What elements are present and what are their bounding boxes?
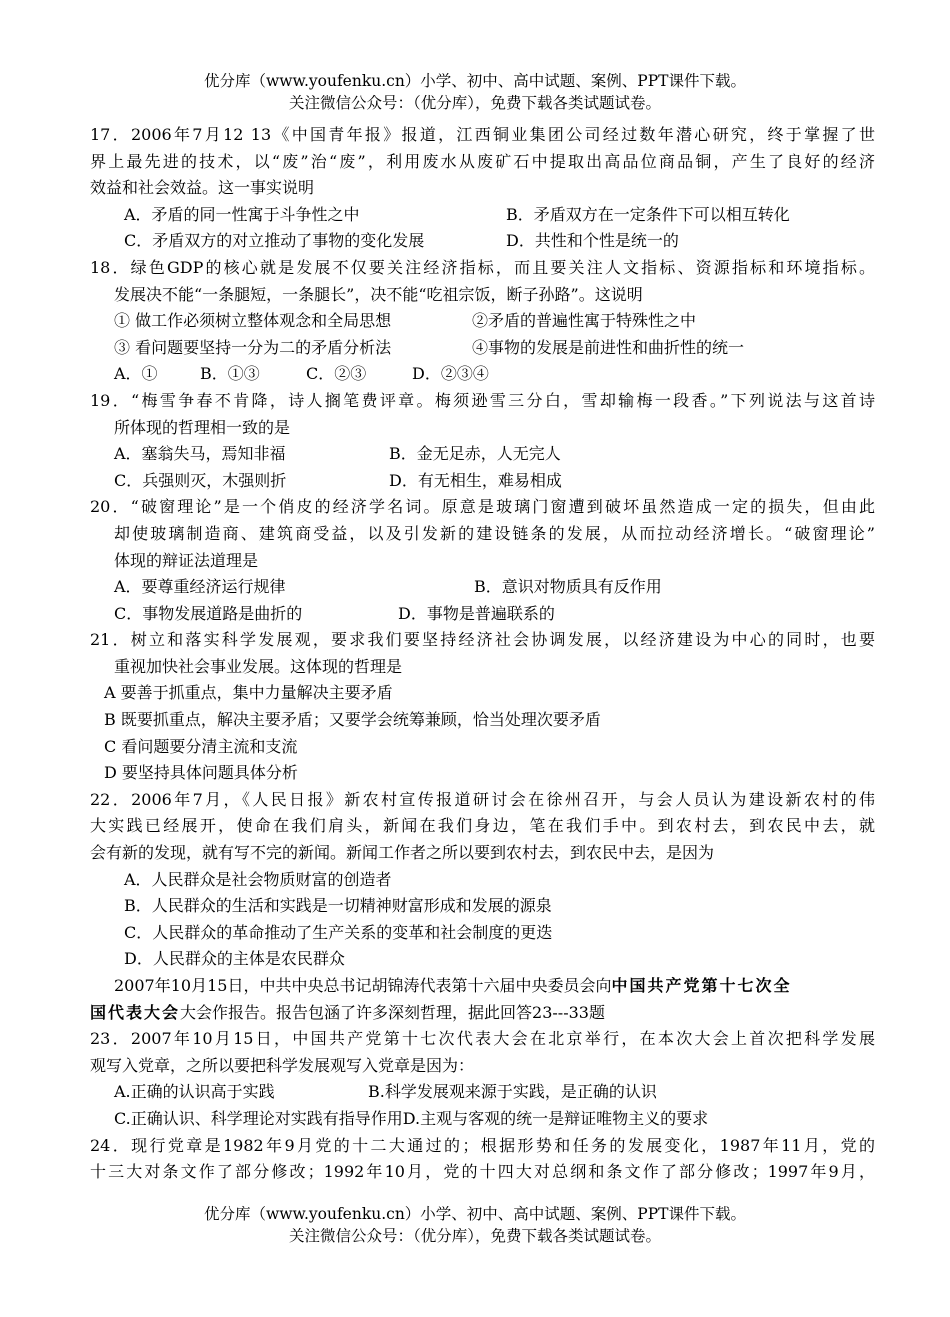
q17-option-a: A．矛盾的同一性寓于斗争性之中 (124, 204, 360, 224)
q21-option-d: D 要坚持具体问题具体分析 (104, 763, 298, 783)
q19-option-d: D．有无相生，难易相成 (389, 470, 562, 490)
q18-statement-2: ②矛盾的普遍性寓于特殊性之中 (472, 311, 697, 331)
q21-option-c: C 看问题要分清主流和支流 (104, 736, 298, 756)
q23-options-ab (90, 1079, 875, 1106)
congress-name-bold: 中国共产党第十七次全 (611, 976, 792, 995)
q18-option-c: C．②③ (306, 364, 367, 384)
q19-line-2: 所体现的哲理相一致的是 (114, 417, 291, 437)
q20-options-cd (90, 601, 875, 628)
q18-line-1: 18．绿色GDP的核心就是发展不仅要关注经济指标，而且要关注人文指标、资源指标和环境指标。 (90, 257, 875, 277)
q21-line-1: 21．树立和落实科学发展观，要求我们要坚持经济社会协调发展，以经济建设为中心的同时，也要 (90, 630, 875, 650)
q20-option-b: B．意识对物质具有反作用 (474, 577, 662, 597)
q21-option-b: B 既要抓重点，解决主要矛盾；又要学会统筹兼顾，恰当处理次要矛盾 (104, 710, 601, 730)
page-footer (0, 1203, 950, 1247)
q17-line-3: 效益和社会效益。这一事实说明 (90, 178, 315, 198)
q19-options-ab (90, 441, 875, 468)
intro-line-1 (90, 973, 875, 1000)
q22-line-1: 22．2006年7月，《人民日报》新农村宣传报道研讨会在徐州召开，与会人员认为建设新农村的伟 (90, 789, 875, 809)
q22-line-3: 会有新的发现，就有写不完的新闻。新闻工作者之所以要到农村去，到农民中去，是因为 (90, 843, 715, 863)
intro-line-2 (90, 1000, 875, 1027)
q21-option-a: A 要善于抓重点，集中力量解决主要矛盾 (104, 683, 393, 703)
q23-option-c: C.正确认识、科学理论对实践有指导作用 (114, 1108, 403, 1128)
q18-statement-3: ③ 看问题要坚持一分为二的矛盾分析法 (114, 337, 392, 357)
footer-line-1: 优分库（www.youfenku.cn）小学、初中、高中试题、案例、PPT课件下载。 (203, 1205, 747, 1223)
q24-line-2: 十三大对条文作了部分修改；1992年10月，党的十四大对总纲和条文作了部分修改；1997年9月， (90, 1162, 875, 1182)
q18-statements-12 (90, 308, 875, 335)
q18-statements-34 (90, 335, 875, 362)
q19-option-c: C．兵强则灭，木强则折 (114, 470, 287, 490)
q23-option-a: A.正确的认识高于实践 (114, 1082, 275, 1102)
header-line-2: 关注微信公众号：（优分库），免费下载各类试题试卷。 (288, 94, 661, 112)
q18-option-d: D．②③④ (412, 364, 489, 384)
q17-option-b: B．矛盾双方在一定条件下可以相互转化 (506, 204, 790, 224)
q23-option-d: D.主观与客观的统一是辩证唯物主义的要求 (402, 1108, 709, 1128)
congress-name-bold-2: 国代表大会 (90, 1002, 181, 1022)
q18-options (90, 361, 875, 388)
q18-statement-4: ④事物的发展是前进性和曲折性的统一 (472, 337, 745, 357)
q19-option-b: B．金无足赤，人无完人 (389, 444, 561, 464)
q18-option-a: A．① (114, 364, 158, 384)
intro-text-1: 2007年10月15日，中共中央总书记胡锦涛代表第十六届中央委员会向 (114, 976, 612, 995)
q20-option-a: A．要尊重经济运行规律 (114, 577, 286, 597)
q20-line-2: 却使玻璃制造商、建筑商受益，以及引发新的建设链条的发展，从而拉动经济增长。“破窗理论” (114, 523, 875, 543)
q20-option-c: C．事物发展道路是曲折的 (114, 603, 303, 623)
q20-options-ab (90, 574, 875, 601)
q20-option-d: D．事物是普遍联系的 (398, 603, 555, 623)
q22-option-c: C．人民群众的革命推动了生产关系的变革和社会制度的更迭 (124, 922, 553, 942)
q17-option-c: C．矛盾双方的对立推动了事物的变化发展 (124, 231, 425, 251)
q19-line-1: 19．“梅雪争春不肯降，诗人搁笔费评章。梅须逊雪三分白，雪却输梅一段香。”下列说法与这首诗 (90, 390, 875, 410)
footer-line-2: 关注微信公众号：（优分库），免费下载各类试题试卷。 (288, 1227, 661, 1245)
q18-line-2: 发展决不能“一条腿短，一条腿长”，决不能“吃祖宗饭，断子孙路”。这说明 (114, 284, 643, 304)
q22-option-a: A．人民群众是社会物质财富的创造者 (124, 869, 392, 889)
q23-line-1: 23．2007年10月15日，中国共产党第十七次代表大会在北京举行，在本次大会上首次把科学发展 (90, 1029, 875, 1049)
intro-text-2: 大会作报告。报告包涵了许多深刻哲理，据此回答23---33题 (180, 1002, 605, 1022)
q17-options-ab (90, 202, 875, 229)
q18-statement-1: ① 做工作必须树立整体观念和全局思想 (114, 311, 392, 331)
q22-option-d: D．人民群众的主体是农民群众 (124, 949, 345, 969)
q17-option-d: D．共性和个性是统一的 (506, 231, 679, 251)
q20-line-1: 20．“破窗理论”是一个俏皮的经济学名词。原意是玻璃门窗遭到破坏虽然造成一定的损失，但由此 (90, 497, 875, 517)
q22-option-b: B．人民群众的生活和实践是一切精神财富形成和发展的源泉 (124, 896, 552, 916)
q17-line-2: 界上最先进的技术，以“废”治“废”，利用废水从废矿石中提取出高品位商品铜，产生了良好的经济 (90, 151, 875, 171)
q23-options-cd (90, 1106, 875, 1133)
q21-line-2: 重视加快社会事业发展。这体现的哲理是 (114, 656, 403, 676)
q17-line-1: 17．2006年7月12 13《中国青年报》报道，江西铜业集团公司经过数年潜心研究，终于掌握了世 (90, 125, 875, 144)
q24-line-1: 24．现行党章是1982年9月党的十二大通过的；根据形势和任务的发展变化，1987年11月，党的 (90, 1135, 875, 1155)
q23-line-2: 观写入党章，之所以要把科学发展观写入党章是因为： (90, 1055, 475, 1075)
q17-options-cd (90, 228, 875, 255)
q23-option-b: B.科学发展观来源于实践，是正确的认识 (368, 1082, 657, 1102)
page-header (0, 70, 950, 114)
q22-line-2: 大实践已经展开，使命在我们肩头，新闻在我们身边，笔在我们手中。到农村去，到农民中去，就 (90, 816, 875, 836)
header-line-1: 优分库（www.youfenku.cn）小学、初中、高中试题、案例、PPT课件下载。 (203, 72, 747, 90)
document-body (90, 122, 875, 1186)
q19-options-cd (90, 468, 875, 495)
q18-option-b: B．①③ (200, 364, 260, 384)
q19-option-a: A．塞翁失马，焉知非福 (114, 444, 286, 464)
q20-line-3: 体现的辩证法道理是 (114, 550, 259, 570)
